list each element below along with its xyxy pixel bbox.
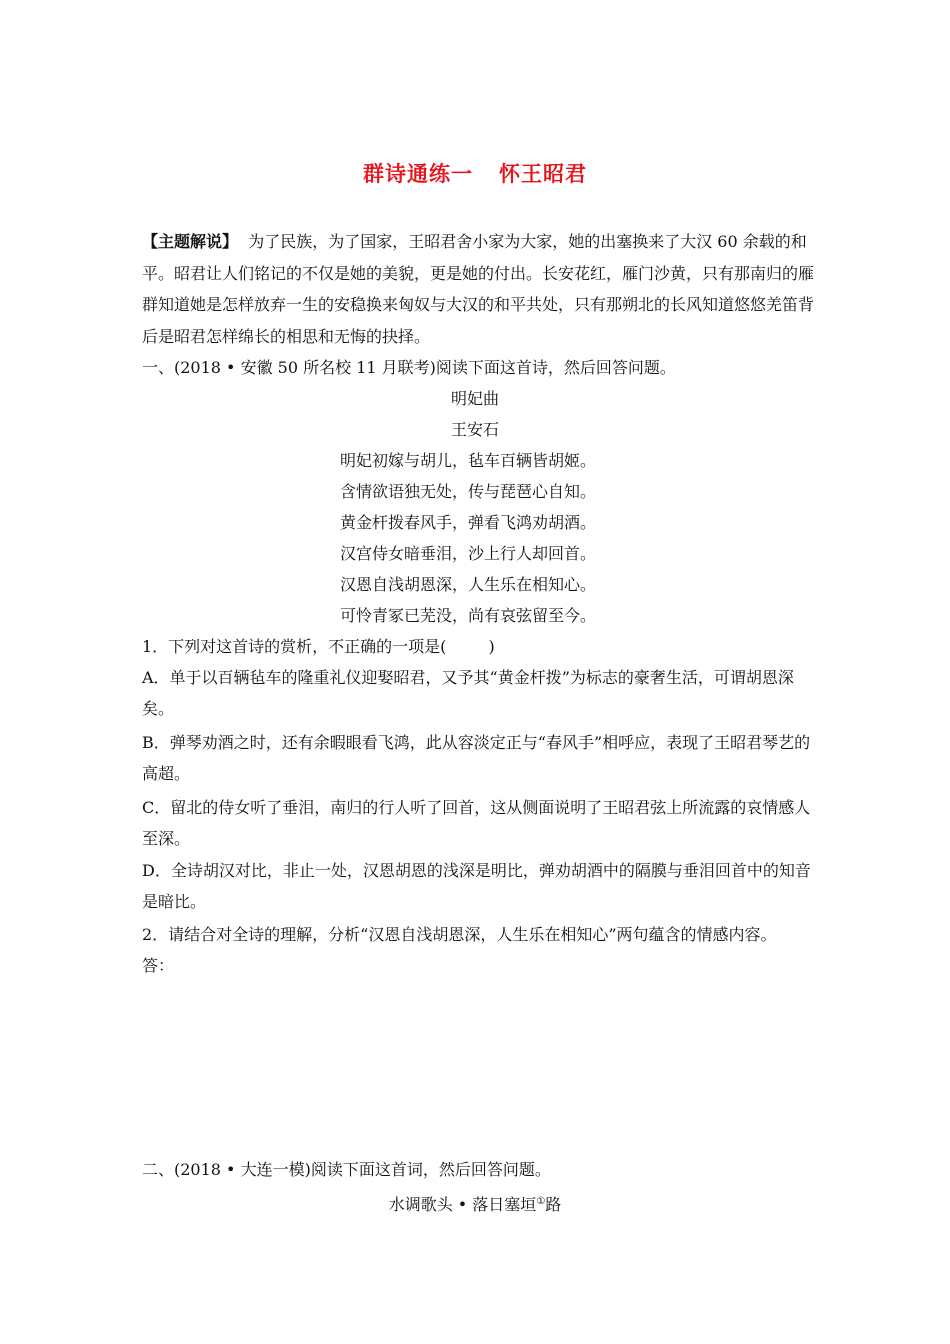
- section-2-heading: 二、(2018 • 大连一模)阅读下面这首词，然后回答问题。: [142, 1160, 551, 1179]
- poem-1-line: 含情欲语独无处，传与琵琶心自知。: [340, 482, 597, 501]
- question-1-stem-text: 1．下列对这首诗的赏析，不正确的一项是(: [142, 637, 447, 656]
- poem-1-line: 汉宫侍女暗垂泪，沙上行人却回首。: [340, 544, 597, 563]
- page-title: [0, 158, 950, 188]
- option-d: D．全诗胡汉对比，非止一处，汉恩胡恩的浅深是明比，弹劝胡酒中的隔膜与垂泪回首中的知音是暗比。: [142, 861, 811, 911]
- poem-2-title: [0, 1190, 950, 1217]
- theme-intro-tag: 【主题解说】: [142, 232, 239, 251]
- footnote-marker: ①: [536, 1196, 546, 1207]
- theme-intro-text: 为了民族，为了国家，王昭君舍小家为大家，她的出塞换来了大汉 60 余载的和平。昭君让人们铭记的不仅是她的美貌，更是她的付出。长安花红，雁门沙黄，只有那南归的雁群知道她是怎样放弃一生的安稳换来匈奴与大汉的和平共处，只有那朔北的长风知道悠悠羌笛背后是昭君怎样绵长的相思和无悔的抉择。: [142, 232, 815, 346]
- poem-2-title-text: 水调歌头 • 落日塞垣: [388, 1195, 537, 1214]
- question-1-stem: [142, 635, 814, 659]
- poem-1-line: 明妃初嫁与胡儿，毡车百辆皆胡姬。: [340, 451, 597, 470]
- option-a: A．单于以百辆毡车的隆重礼仪迎娶昭君，又予其“黄金杆拨”为标志的豪奢生活，可谓胡恩深矣。: [142, 668, 794, 718]
- question-2-stem: 2．请结合对全诗的理解，分析“汉恩自浅胡恩深，人生乐在相知心”两句蕴含的情感内容。: [142, 925, 777, 944]
- theme-intro-paragraph: [142, 226, 814, 352]
- question-1-stem-close: ): [488, 637, 495, 656]
- poem-1-author: 王安石: [450, 420, 499, 439]
- title-part-1: 群诗通练一: [363, 162, 473, 186]
- poem-2-title-end: 路: [545, 1195, 562, 1214]
- poem-1-title: 明妃曲: [450, 389, 499, 408]
- option-b: B．弹琴劝酒之时，还有余暇眼看飞鸿，此从容淡定正与“春风手”相呼应，表现了王昭君琴艺的高超。: [142, 733, 811, 783]
- title-part-2: 怀王昭君: [499, 162, 587, 186]
- question-2-answer-label: 答：: [142, 956, 175, 975]
- poem-1-line: 黄金杆拨春风手，弹看飞鸿劝胡酒。: [340, 513, 597, 532]
- option-c: C．留北的侍女听了垂泪，南归的行人听了回首，这从侧面说明了王昭君弦上所流露的哀情感人至深。: [142, 798, 811, 848]
- poem-1-line: 汉恩自浅胡恩深，人生乐在相知心。: [340, 575, 597, 594]
- poem-1-line: 可怜青冢已芜没，尚有哀弦留至今。: [340, 606, 597, 625]
- section-1-heading: 一、(2018 • 安徽 50 所名校 11 月联考)阅读下面这首诗，然后回答问题。: [142, 358, 676, 377]
